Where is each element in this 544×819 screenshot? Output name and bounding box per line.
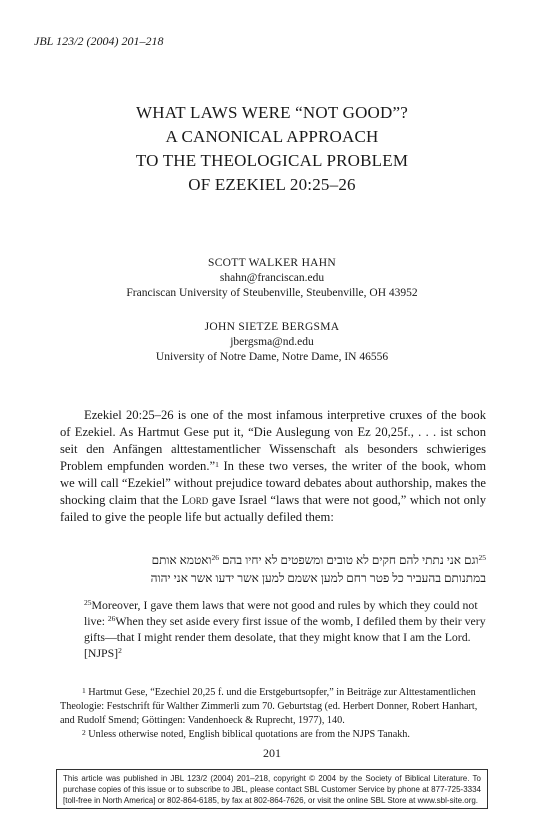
- footnote-number: 2: [82, 728, 86, 737]
- journal-citation: JBL 123/2 (2004) 201–218: [34, 34, 164, 48]
- hebrew-line: במתנותם בהעביר כל פטר רחם למען אשמם למען אשר ידעו אשר אני יהוה: [150, 571, 486, 585]
- page-number: 201: [263, 746, 281, 760]
- verse-number: 25: [84, 598, 92, 607]
- quote-span: When they set aside every first issue of the womb, I defiled them by their very gifts—that I might render them desolate, that they might know that I am the Lord. [NJPS]: [84, 614, 486, 660]
- author-email[interactable]: shahn@franciscan.edu: [219, 272, 325, 284]
- footnote: [60, 728, 486, 742]
- author-affiliation: Franciscan University of Steubenville, Steubenville, OH 43952: [126, 287, 418, 299]
- quote-span: Moreover, I gave them laws that were not good and rules by which they could not live:: [84, 598, 478, 628]
- title-line: A CANONICAL APPROACH: [165, 127, 379, 146]
- title-line: OF EZEKIEL 20:25–26: [188, 175, 356, 194]
- title-line: TO THE THEOLOGICAL PROBLEM: [135, 151, 409, 170]
- author-name: SCOTT WALKER HAHN: [208, 257, 336, 269]
- hebrew-line: [60, 551, 486, 569]
- footnotes: [60, 686, 486, 742]
- verse-number: 26: [107, 614, 116, 623]
- article-title: [0, 101, 544, 197]
- author-affiliation: University of Notre Dame, Notre Dame, IN 46556: [155, 351, 389, 363]
- verse-number: 25: [478, 553, 486, 562]
- footnote-text: Unless otherwise noted, English biblical quotations are from the NJPS Tanakh.: [88, 729, 410, 740]
- footnote-marker[interactable]: 2: [118, 646, 122, 655]
- author-email[interactable]: jbergsma@nd.edu: [230, 336, 314, 348]
- verse-number: 26: [211, 553, 220, 562]
- footnote-text: Hartmut Gese, “Ezechiel 20,25 f. und die Erstgeburtsopfer,” in Beiträge zur Alttestamentlichen Theologie: Festschrift für Walther Zimmerli zum 70. Geburtstag (ed. Herbert Donner, Robert Hanhart, and Rudolf Smend; Göttingen: Vandenhoeck & Ruprecht, 1977), 140.: [60, 687, 478, 726]
- body-paragraph: [60, 407, 486, 526]
- footnote-number: 1: [82, 686, 86, 695]
- footnote-marker[interactable]: 1: [215, 460, 219, 469]
- body-text-span: Ezekiel 20:25–26 is one of the most infamous interpretive cruxes of the book of Ezekiel. As Hartmut Gese put it, “Die Auslegung von Ez 20,25f., . . . ist schon seit den Anfängen alttestamentlicher Wissenschaft als besonders schwieriges Problem empfunden worden.”: [60, 408, 486, 473]
- hebrew-span: וגם אני נתתי להם חקים לא טובים ומשפטים לא יחיו בהם: [222, 553, 479, 567]
- hebrew-text: [60, 551, 486, 587]
- title-line: WHAT LAWS WERE “NOT GOOD”?: [135, 103, 408, 122]
- author-name: JOHN SIETZE BERGSMA: [204, 321, 340, 333]
- lord-smallcaps: Lord: [181, 493, 209, 507]
- body-text-span: In these two verses, the writer of the book, whom we will call “Ezekiel” without prejudice toward debates about authorship, makes the shocking claim that the: [60, 459, 487, 507]
- footnote: [60, 686, 486, 728]
- copyright-notice-box: This article was published in JBL 123/2 (2004) 201–218, copyright © 2004 by the Society of Biblical Literature. To purchase copies of this issue or to subscribe to JBL, please contact SBL Customer Service by phone at 877-725-3334 [toll-free in North America] or 802-864-6185, by fax at 802-864-7626, or visit the online SBL Store at www.sbl-site.org.: [56, 769, 488, 809]
- author-block: [0, 320, 544, 365]
- author-block: [0, 256, 544, 301]
- english-translation: [84, 597, 486, 661]
- body-text-span: gave Israel “laws that were not good,” which not only failed to give the people life but actually defiled them:: [60, 493, 487, 524]
- hebrew-span: ואטמא אותם: [151, 553, 212, 567]
